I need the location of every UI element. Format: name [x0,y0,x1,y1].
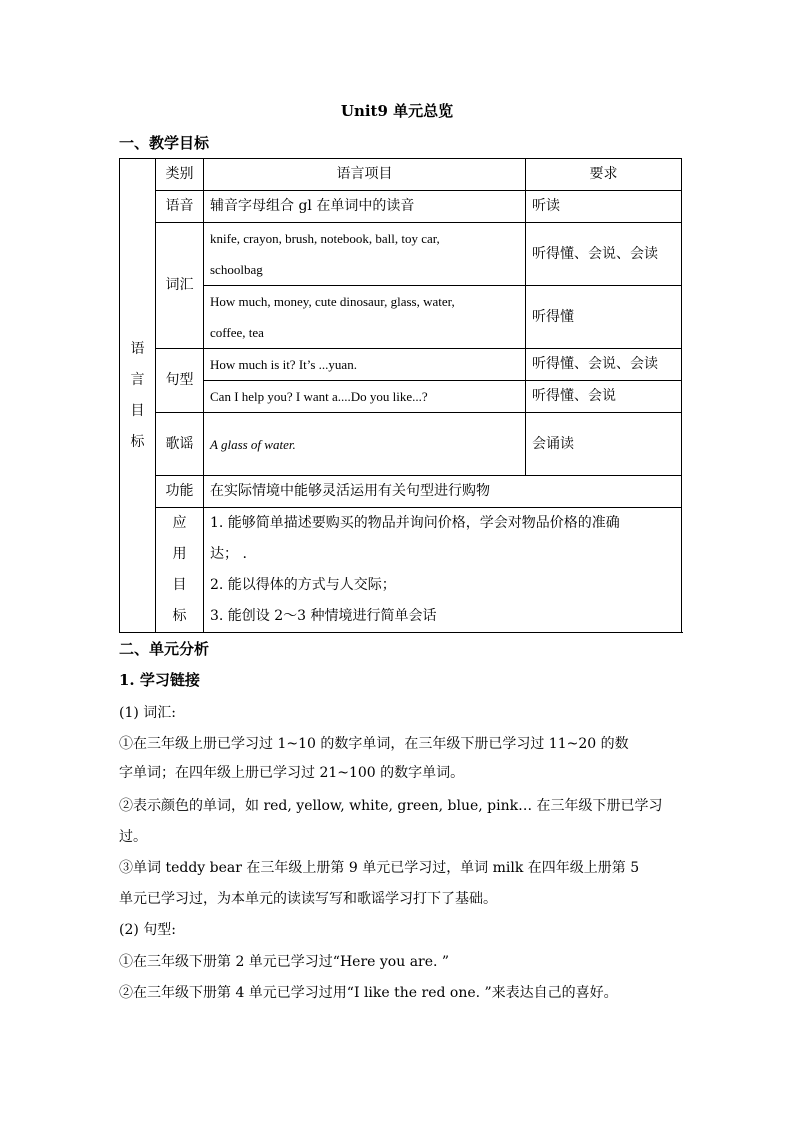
cell-item-line: coffee, tea [210,325,264,340]
cell-category: 功能 [156,476,204,508]
cell-item: How much is it? It’s ...yuan. [204,349,526,381]
paragraph-line: 字单词；在四年级上册已学习过 21~100 的数字单词。 [119,765,465,781]
vertical-char: 标 [130,433,145,450]
header-item: 语言项目 [204,159,526,191]
cell-item: A glass of water. [204,413,526,476]
paragraph-line: ②表示颜色的单词，如 red, yellow, white, green, blue, pink… 在三年级下册已学习 [119,798,663,814]
header-requirement: 要求 [526,159,682,191]
cell-category: 句型 [156,349,204,413]
cell-requirement: 听读 [526,191,682,223]
app-goal-line: 2. 能以得体的方式与人交际； [210,577,396,593]
cell-item [204,223,526,286]
header-category: 类别 [156,159,204,191]
cell-requirement: 听得懂、会说、会读 [526,349,682,381]
app-goal-label-cell [156,508,204,633]
vertical-char: 用 [172,546,187,562]
cell-item-line: knife, crayon, brush, notebook, ball, toy car, [210,231,440,246]
table-row [120,413,682,476]
app-goal-line: 3. 能创设 2～3 种情境进行简单会话 [210,608,437,624]
table-row-application [120,508,682,633]
cell-category: 歌谣 [156,413,204,476]
subheading-learning-link: 1. 学习链接 [119,671,200,689]
paragraph-line: ①在三年级上册已学习过 1~10 的数字单词，在三年级下册已学习过 11~20 的数 [119,736,629,752]
vertical-char: 目 [130,402,145,419]
table-row [120,191,682,223]
table-row [120,349,682,381]
cell-item-line: How much, money, cute dinosaur, glass, water, [210,294,455,309]
vertical-char: 言 [130,371,145,388]
section-heading-objectives: 一、教学目标 [119,134,210,152]
vertical-char: 应 [172,515,187,531]
cell-item: 在实际情境中能够灵活运用有关句型进行购物 [204,476,682,508]
vertical-char: 标 [172,608,187,624]
cell-item: Can I help you? I want a....Do you like...? [204,381,526,413]
cell-requirement: 听得懂、会说 [526,381,682,413]
paragraph-line: 过。 [119,829,147,845]
cell-category: 词汇 [156,223,204,349]
cell-requirement: 听得懂、会说、会读 [526,223,682,286]
table-row [120,286,682,349]
table-row [120,381,682,413]
table-row [120,223,682,286]
cell-item [204,286,526,349]
paragraph-line: ②在三年级下册第 4 单元已学习过用“I like the red one. ”来表达自己的喜好。 [119,985,618,1001]
objectives-table [119,158,682,633]
cell-requirement: 听得懂 [526,286,682,349]
table-row [120,476,682,508]
vertical-char: 目 [172,577,187,593]
app-goal-line: 1. 能够简单描述要购买的物品并询问价格，学会对物品价格的准确 [210,515,620,531]
cell-item: 辅音字母组合 gl 在单词中的读音 [204,191,526,223]
cell-category: 语音 [156,191,204,223]
app-goal-content [204,508,682,633]
cell-requirement: 会诵读 [526,413,682,476]
paragraph-line: ③单词 teddy bear 在三年级上册第 9 单元已学习过，单词 milk 在四年级上册第 5 [119,860,640,876]
page-title: Unit9 单元总览 [340,102,454,120]
cell-item-line: schoolbag [210,262,263,277]
lang-goal-label-cell [120,159,156,633]
table-header-row [120,159,682,191]
app-goal-line: 达； . [210,546,247,562]
paragraph-line: 单元已学习过，为本单元的读读写写和歌谣学习打下了基础。 [119,891,497,907]
vertical-char: 语 [130,340,145,357]
paragraph-line: ①在三年级下册第 2 单元已学习过“Here you are. ” [119,954,450,970]
section-heading-analysis: 二、单元分析 [119,640,210,658]
vocab-heading: (1) 词汇: [119,705,176,721]
sentence-heading: (2) 句型: [119,922,176,938]
